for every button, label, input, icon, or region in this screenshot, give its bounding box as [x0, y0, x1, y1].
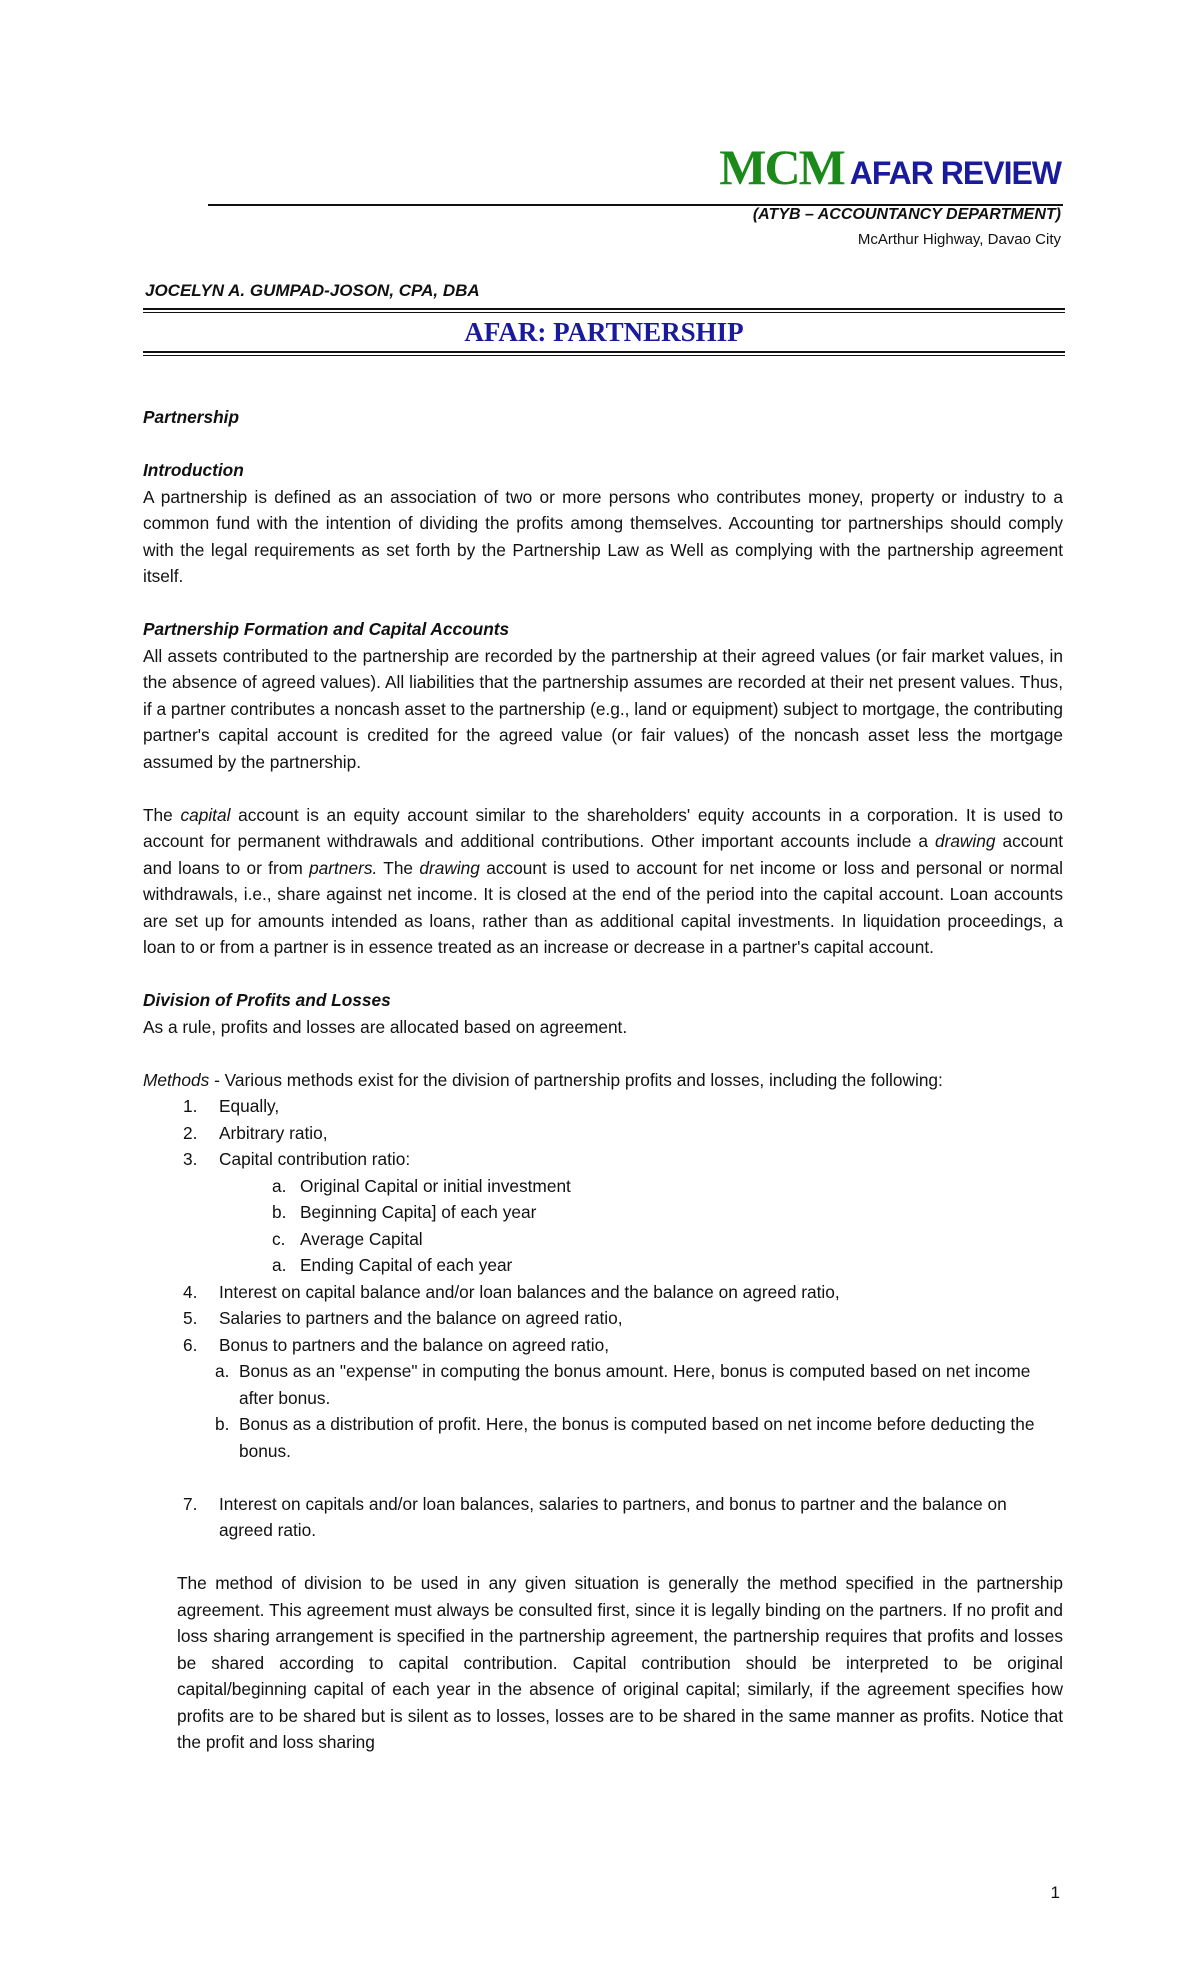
department: (ATYB – ACCOUNTANCY DEPARTMENT): [752, 206, 1061, 223]
list-item: 1. Equally,: [183, 1096, 280, 1116]
sub-list-item: a. Original Capital or initial investment: [272, 1175, 571, 1196]
list-item: 3. Capital contribution ratio:: [183, 1149, 411, 1169]
sub-list-item: a. Ending Capital of each year: [272, 1255, 513, 1275]
division-heading: Division of Profits and Losses: [143, 990, 391, 1010]
list-item: 2. Arbitrary ratio,: [183, 1122, 328, 1143]
brand-logo: [719, 138, 1061, 196]
section-heading: Partnership: [143, 407, 240, 427]
list-item: 7. Interest on capitals and/or loan balances, salaries to partners, and bonus to partner and the balance on agreed ratio.: [183, 1493, 1007, 1540]
list-item: 4. Interest on capital balance and/or loan balances and the balance on agreed ratio,: [183, 1281, 840, 1302]
sub-list-item: b. Beginning Capita] of each year: [272, 1202, 537, 1222]
formation-heading: Partnership Formation and Capital Accounts: [143, 619, 510, 639]
methods-paragraph: Methods - Various methods exist for the division of partnership profits and losses, including the following:: [143, 1069, 943, 1090]
sub-list-item: b. Bonus as a distribution of profit. Here, the bonus is computed based on net income before deducting the bonus.: [215, 1414, 1035, 1461]
sub-list-item: a. Bonus as an "expense" in computing the bonus amount. Here, bonus is computed based on net income after bonus.: [215, 1361, 1031, 1408]
intro-heading: Introduction: [143, 460, 244, 480]
author: JOCELYN A. GUMPAD-JOSON, CPA, DBA: [145, 281, 480, 300]
formation-paragraph: All assets contributed to the partnership are recorded by the partnership at their agreed values (or fair market values, in the absence of agreed values). All liabilities that the partnership assumes are recorded at their net present values. Thus, if a partner contributes a noncash asset to the partnership (e.g., land or equipment) subject to mortgage, the contributing partner's capital account is credited for the agreed value (or fair values) of the noncash asset less the mortgage assumed by the partnership.: [143, 645, 1063, 772]
brand-mcm: MCM: [719, 139, 844, 195]
capital-paragraph: The capital account is an equity account similar to the shareholders' equity accounts in a corporation. It is used to account for permanent withdrawals and additional contributions. Other important accounts include a drawing account and loans to or from partners. The drawing account is used to account for net income or loss and personal or normal withdrawals, i.e., share against net income. It is closed at the end of the period into the capital account. Loan accounts are set up for amounts intended as loans, rather than as additional capital investments. In liquidation proceedings, a loan to or from a partner is in essence treated as an increase or decrease in a partner's capital account.: [143, 804, 1064, 957]
title-rule-bottom: [143, 351, 1065, 356]
page-number: 1: [1050, 1883, 1060, 1902]
final-paragraph: The method of division to be used in any given situation is generally the method specified in the partnership agreement. This agreement must always be consulted first, since it is legally binding on the partners. If no profit and loss sharing arrangement is specified in the partnership agreement, the partnership requires that profits and losses be shared according to capital contribution. Capital contribution should be interpreted to be original capital/beginning capital of each year in the absence of original capital; similarly, if the agreement specifies how profits are to be shared but is silent as to losses, losses are to be shared in the same manner as profits. Notice that the profit and loss sharing: [177, 1573, 1063, 1752]
page-title: AFAR: PARTNERSHIP: [464, 317, 744, 347]
document-body: [143, 404, 1063, 1756]
list-item: 5. Salaries to partners and the balance on agreed ratio,: [183, 1308, 623, 1328]
sub-list-item: c. Average Capital: [272, 1228, 423, 1249]
intro-paragraph: A partnership is defined as an association of two or more persons who contributes money, property or industry to a common fund with the intention of dividing the profits among themselves. Accounting tor partnerships should comply with the legal requirements as set forth by the Partnership Law as Well as complying with the partnership agreement itself.: [143, 486, 1063, 586]
list-item: 6. Bonus to partners and the balance on agreed ratio,: [183, 1334, 610, 1355]
title-rule-top: [143, 308, 1065, 313]
brand-afar-review: AFAR REVIEW: [849, 155, 1061, 191]
division-paragraph: As a rule, profits and losses are allocated based on agreement.: [143, 1016, 628, 1037]
address: McArthur Highway, Davao City: [857, 231, 1061, 248]
